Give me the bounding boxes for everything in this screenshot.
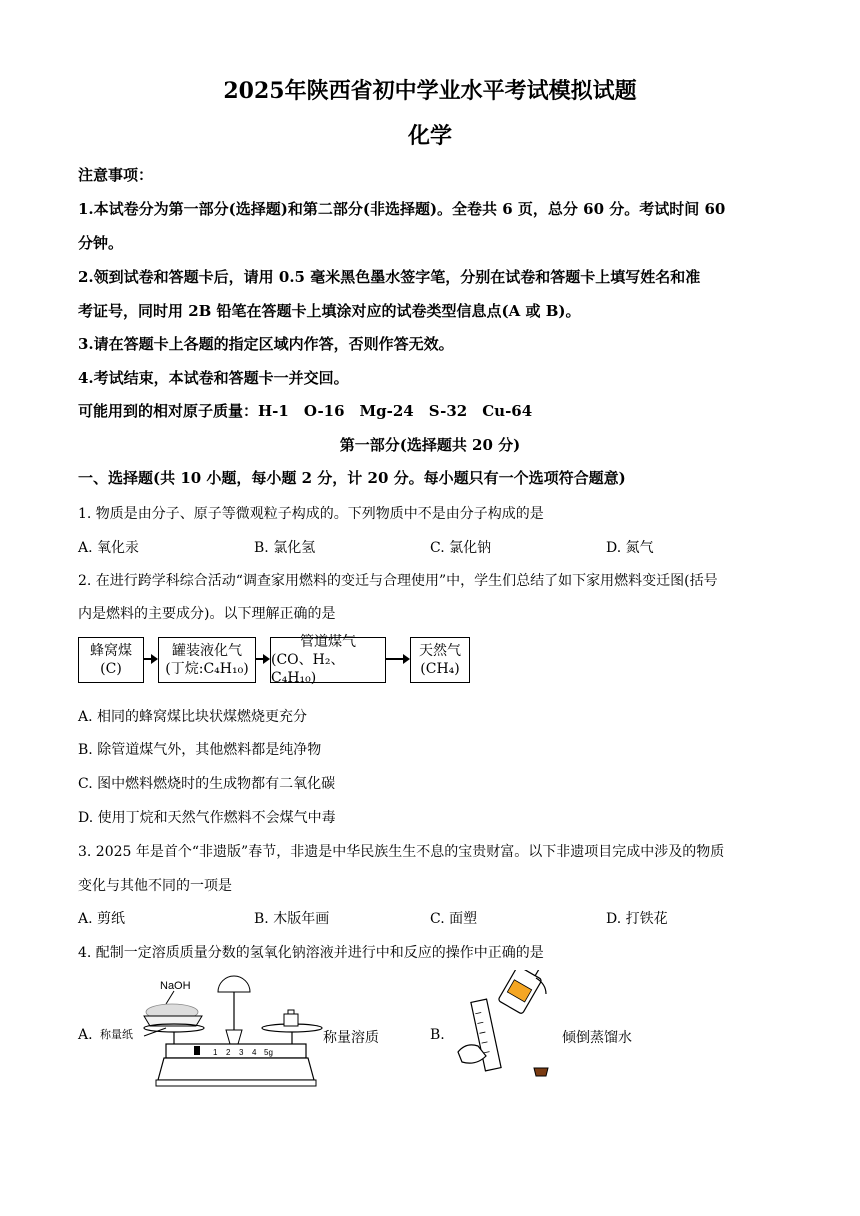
part1-title: 第一部分(选择题共 20 分) [339, 436, 521, 454]
flow-box-formula: (CH₄) [420, 661, 460, 677]
flow-box-natural-gas [410, 637, 470, 683]
scale-foot [156, 1080, 316, 1086]
q2-option-c: C. 图中燃料燃烧时的生成物都有二氧化碳 [78, 776, 336, 792]
arrow-right-icon [144, 658, 156, 660]
q4-stem: 4. 配制一定溶质质量分数的氢氧化钠溶液并进行中和反应的操作中正确的是 [78, 945, 544, 961]
naoh-leader-line [166, 991, 174, 1004]
flow-box-formula: (CO、H₂、C₄H₁₀) [271, 652, 345, 686]
note-3: 3.请在答题卡上各题的指定区域内作答，否则作答无效。 [78, 335, 454, 353]
weighing-paper-label: 称量纸 [100, 1028, 133, 1041]
balance-scale-illustration [96, 970, 326, 1092]
beam-tick-1: 1 [213, 1048, 218, 1057]
flow-box-name: 蜂窝煤 [90, 643, 132, 659]
q3-option-d: D. 打铁花 [606, 911, 668, 927]
beam [166, 1044, 306, 1058]
q1-option-c: C. 氯化钠 [430, 540, 492, 556]
exam-subject: 化学 [407, 123, 452, 149]
q4-option-a-caption: 称量溶质 [323, 1030, 379, 1046]
notes-heading: 注意事项： [78, 166, 154, 184]
flow-box-name: 罐装液化气 [172, 643, 242, 659]
scale-dial [218, 976, 250, 992]
beam-tick-4: 4 [252, 1048, 257, 1057]
flow-box-name: 管道煤气 [300, 634, 356, 650]
beam-tick-3: 3 [239, 1048, 244, 1057]
weight-knob [288, 1010, 294, 1014]
section-title: 一、选择题(共 10 小题，每小题 2 分，计 20 分。每小题只有一个选项符合题意) [78, 469, 626, 487]
flow-box-pipeline-gas [270, 634, 386, 686]
beam-tick-0: 0 [194, 1048, 199, 1057]
q1-option-b: B. 氯化氢 [254, 540, 316, 556]
q2-option-a: A. 相同的蜂窝煤比块状煤燃烧更充分 [78, 709, 308, 725]
q4-option-a-label: A. [78, 1027, 93, 1043]
note-2a: 2.领到试卷和答题卡后，请用 0.5 毫米黑色墨水签字笔，分别在试卷和答题卡上填写姓名和准 [78, 268, 701, 286]
pouring-water-illustration [450, 970, 560, 1082]
naoh-label: NaOH [160, 980, 191, 992]
flow-box-honeycomb-coal [78, 637, 144, 683]
q2-option-d: D. 使用丁烷和天然气作燃料不会煤气中毒 [78, 810, 336, 826]
flow-box-formula: (C) [100, 661, 122, 677]
q4-option-b-caption: 倾倒蒸馏水 [562, 1030, 632, 1046]
flow-box-name: 天然气 [419, 643, 461, 659]
q3-stem-1: 3. 2025 年是首个“非遗版”春节，非遗是中华民族生生不息的宝贵财富。以下非遗项目完成中涉及的物质 [78, 844, 725, 860]
flow-box-formula: (丁烷:C₄H₁₀) [165, 661, 249, 677]
q4-option-b-label: B. [430, 1027, 445, 1043]
atomic-mass: 可能用到的相对原子质量：H-1 O-16 Mg-24 S-32 Cu-64 [78, 402, 533, 420]
beam-tick-2: 2 [226, 1048, 231, 1057]
scale-column [226, 1030, 242, 1044]
q2-stem-2: 内是燃料的主要成分)。以下理解正确的是 [78, 606, 336, 622]
q3-option-b: B. 木版年画 [254, 911, 330, 927]
note-4: 4.考试结束，本试卷和答题卡一并交回。 [78, 369, 349, 387]
exam-title: 2025年陕西省初中学业水平考试模拟试题 [223, 78, 637, 104]
beam-tick-5: 5g [264, 1048, 273, 1057]
scale-base [158, 1058, 314, 1080]
reagent-bottle [498, 970, 546, 1014]
q1-option-d: D. 氮气 [606, 540, 654, 556]
arrow-right-icon [256, 658, 268, 660]
note-1a: 1.本试卷分为第一部分(选择题)和第二部分(非选择题)。全卷共 6 页，总分 60 分。考试时间 60 [78, 200, 726, 218]
q1-stem: 1. 物质是由分子、原子等微观粒子构成的。下列物质中不是由分子构成的是 [78, 506, 544, 522]
q1-option-a: A. 氧化汞 [78, 540, 140, 556]
q3-stem-2: 变化与其他不同的一项是 [78, 878, 232, 894]
q3-option-a: A. 剪纸 [78, 911, 126, 927]
q3-option-c: C. 面塑 [430, 911, 478, 927]
note-1b: 分钟。 [78, 234, 124, 252]
q2-stem-1: 2. 在进行跨学科综合活动“调查家用燃料的变迁与合理使用”中，学生们总结了如下家用燃料变迁图(括号 [78, 573, 718, 589]
note-2b: 考证号，同时用 2B 铅笔在答题卡上填涂对应的试卷类型信息点(A 或 B)。 [78, 302, 581, 320]
flow-box-lpg [158, 637, 256, 683]
bottle-stopper-icon [534, 1068, 548, 1076]
weight-block [284, 1014, 298, 1026]
arrow-right-icon [386, 658, 408, 660]
q2-option-b: B. 除管道煤气外，其他燃料都是纯净物 [78, 742, 322, 758]
